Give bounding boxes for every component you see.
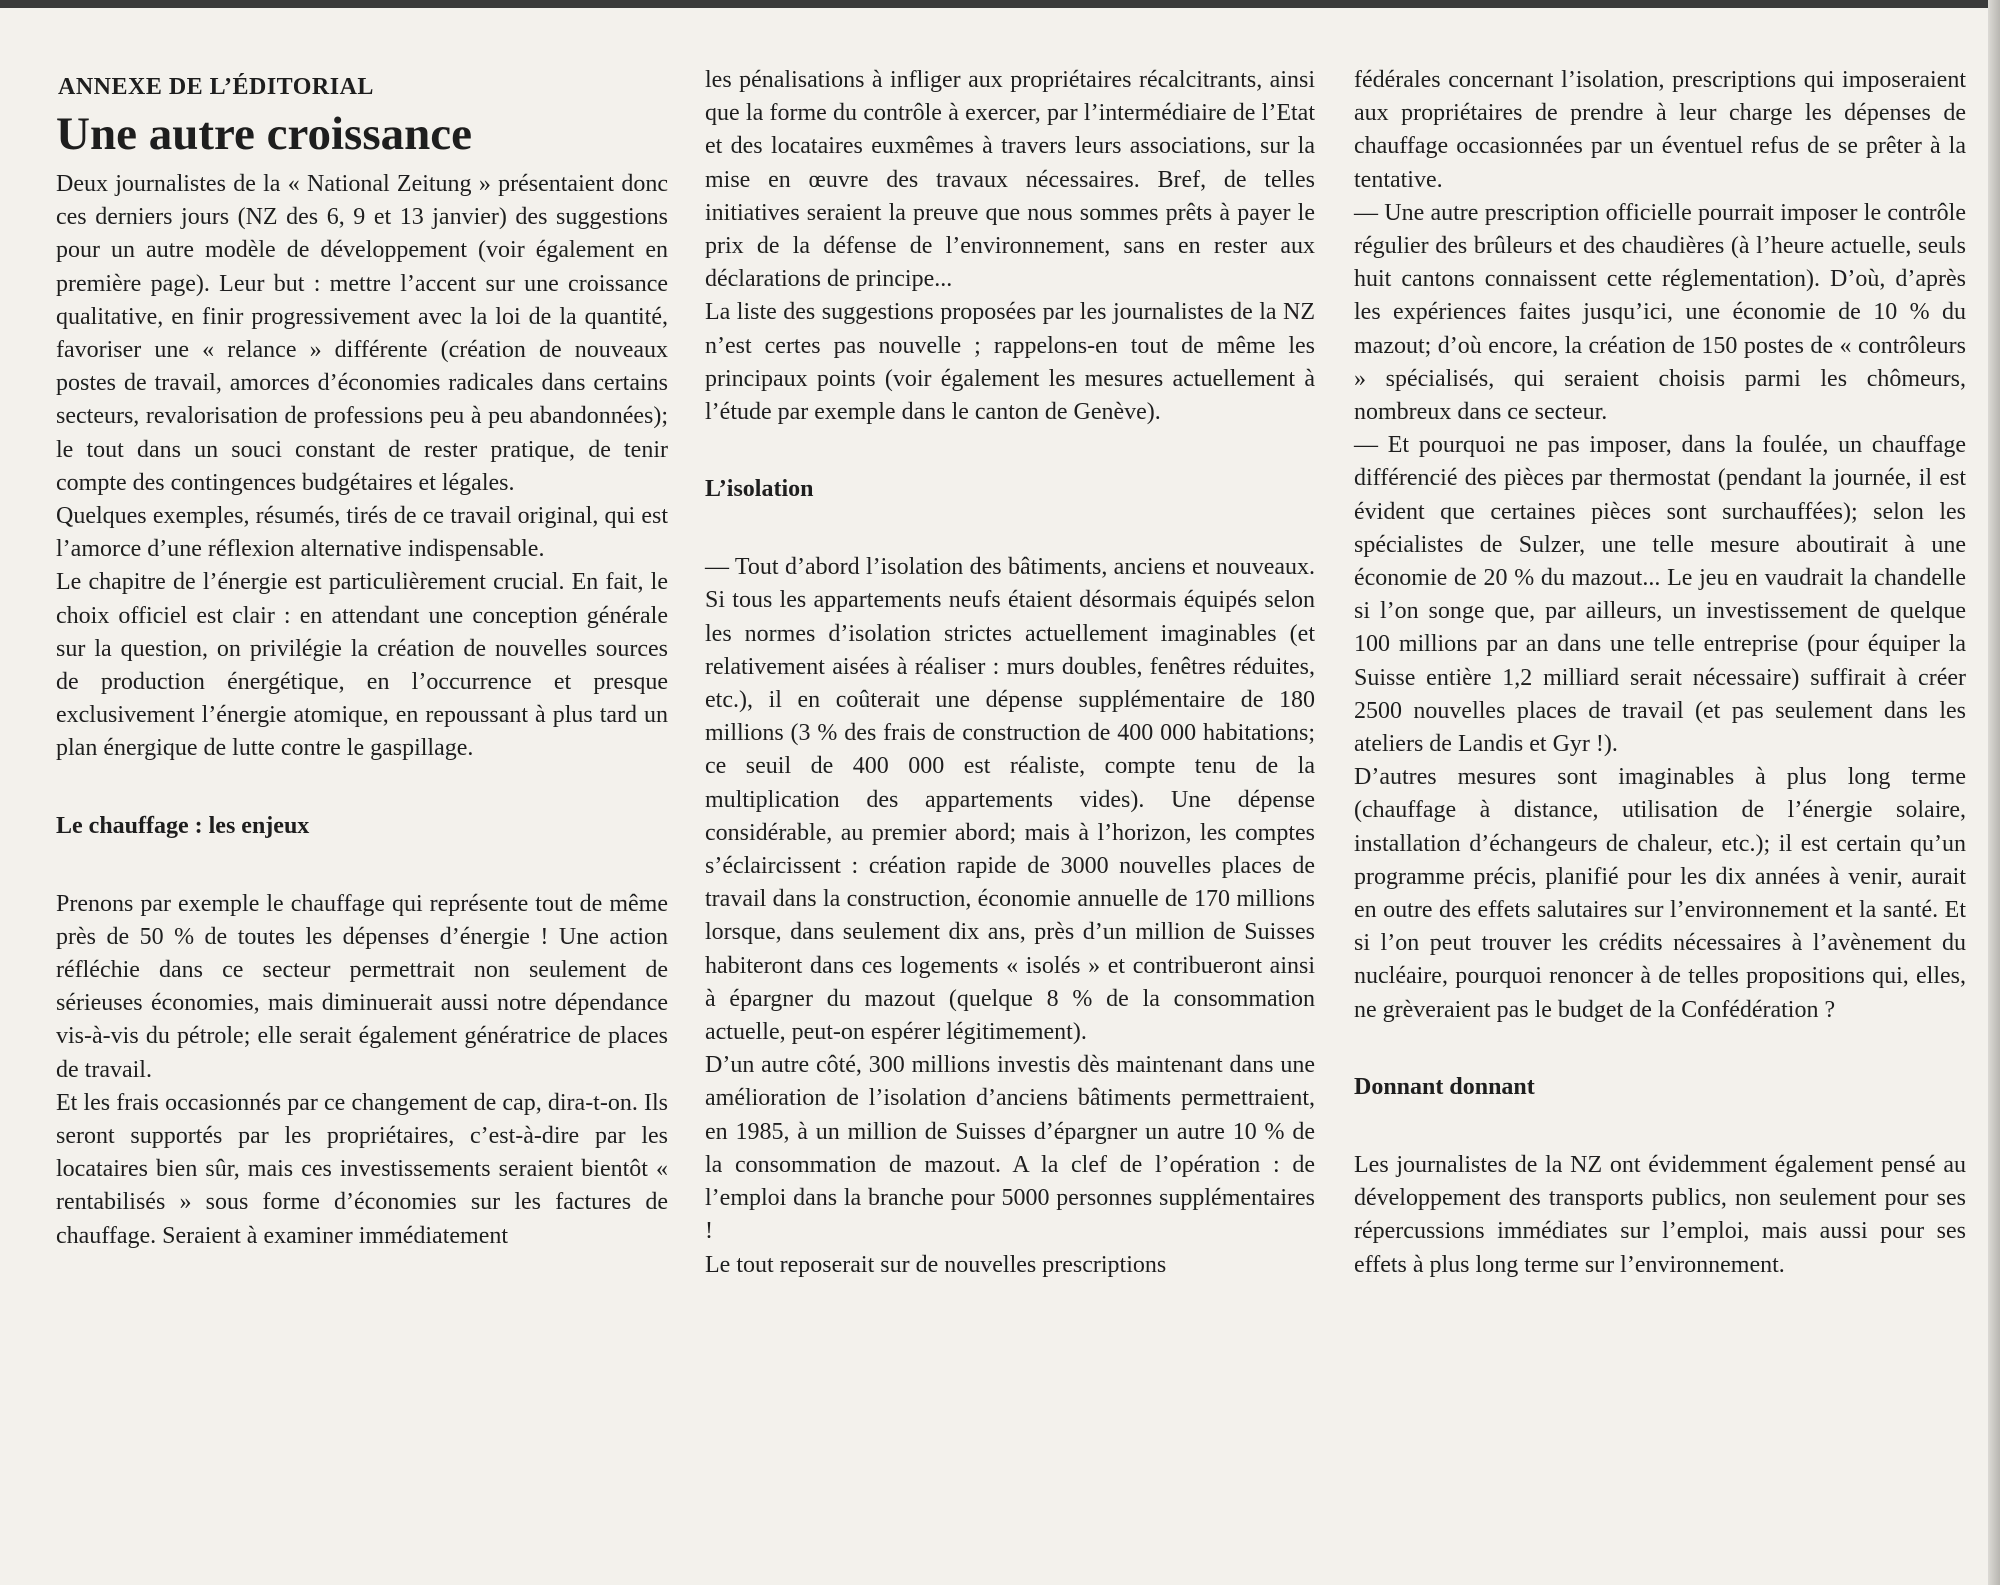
article-title: Une autre croissance (56, 108, 472, 160)
paragraph: — Tout d’abord l’isolation des bâtiments, anciens et nouveaux. Si tous les appartements neufs étaient désormais équipés selon les normes d’isolation strictes actuellement imaginables (et relativement aisées à réaliser : murs doubles, fenêtres réduites, etc.), il en coûterait une dépense supplémentaire de 180 millions (3 % des frais de construction de 400 000 habitations; ce seuil de 400 000 est réaliste, compte tenu de la multiplication des appartements vides). Une dépense considérable, au premier abord; mais à l’horizon, les comptes s’éclaircissent : création rapide de 3000 nouvelles places de travail dans la construction, économie annuelle de 170 millions lorsque, dans seulement dix ans, près d’un million de Suisses habiteront dans ces logements « isolés » et contribueront ainsi à épargner du mazout (quelque 8 % de la consommation actuelle, peut-on espérer légitimement). (705, 554, 1315, 1046)
paragraph: les pénalisations à infliger aux propriétaires récalcitrants, ainsi que la forme du contrôle à exercer, par l’intermédiaire de l’Etat et des locataires euxmêmes à travers leurs associations, sur la mise en œuvre des travaux nécessaires. Bref, de telles initiatives seraient la preuve que nous sommes prêts à payer le prix de la défense de l’environnement, sans en rester aux déclarations de principe... (705, 67, 1315, 293)
paragraph: Et les frais occasionnés par ce changement de cap, dira-t-on. Ils seront supportés par les propriétaires, c’est-à-dire par les locataires bien sûr, mais ces investissements seraient bientôt « rentabilisés » sous forme d’économies sur les factures de chauffage. Seraient à examiner immédiatement (56, 1089, 668, 1249)
paragraph: Prenons par exemple le chauffage qui représente tout de même près de 50 % de toutes les dépenses d’énergie ! Une action réfléchie dans ce secteur permettrait non seulement de sérieuses économies, mais diminuerait aussi notre dépendance vis-à-vis du pétrole; elle serait également génératrice de places de travail. (56, 890, 668, 1083)
article-column-3 (1354, 64, 1966, 1282)
paragraph: fédérales concernant l’isolation, prescriptions qui imposeraient aux propriétaires de prendre à leur charge les dépenses de chauffage occasionnées par un éventuel refus de se prêter à la tentative. (1354, 67, 1966, 193)
subheading-isolation: L’isolation (705, 476, 814, 503)
subheading-chauffage: Le chauffage : les enjeux (56, 812, 310, 839)
paragraph: D’un autre côté, 300 millions investis dès maintenant dans une amélioration de l’isolation d’anciens bâtiments permettraient, en 1985, à un million de Suisses d’épargner un autre 10 % de la consommation de mazout. A la clef de l’opération : de l’emploi dans la branche pour 5000 personnes supplémentaires ! (705, 1052, 1315, 1245)
page-top-border (0, 0, 2000, 8)
subheading-donnant: Donnant donnant (1354, 1073, 1535, 1100)
paragraph: Le tout reposerait sur de nouvelles prescriptions (705, 1251, 1167, 1278)
paragraph: Le chapitre de l’énergie est particulièrement crucial. En fait, le choix officiel est clair : en attendant une conception générale sur la question, on privilégie la création de nouvelles sources de production énergétique, en l’occurrence et presque exclusivement l’énergie atomique, en repoussant à plus tard un plan énergique de lutte contre le gaspillage. (56, 569, 668, 762)
paragraph: La liste des suggestions proposées par les journalistes de la NZ n’est certes pas nouvelle ; rappelons-en tout de même les principaux points (voir également les mesures actuellement à l’étude par exemple dans le canton de Genève). (705, 299, 1315, 426)
paragraph: Les journalistes de la NZ ont évidemment également pensé au développement des transports publics, non seulement pour ses répercussions immédiates sur l’emploi, mais aussi pour ses effets à plus long terme sur l’environnement. (1354, 1151, 1966, 1278)
paragraph: Quelques exemples, résumés, tirés de ce travail original, qui est l’amorce d’une réflexion alternative indispensable. (56, 503, 668, 563)
paragraph: — Et pourquoi ne pas imposer, dans la foulée, un chauffage différencié des pièces par thermostat (pendant la journée, il est évident que certaines pièces sont surchauffées); selon les spécialistes de Sulzer, une telle mesure aboutirait à une économie de 20 % du mazout... Le jeu en vaudrait la chandelle si l’on songe que, par ailleurs, un investissement de quelque 100 millions par an dans une telle entreprise (pour équiper la Suisse entière 1,2 milliard serait nécessaire) suffirait à créer 2500 nouvelles places de travail (et pas seulement dans les ateliers de Landis et Gyr !). (1354, 432, 1966, 758)
section-kicker: ANNEXE DE L’ÉDITORIAL (58, 74, 374, 100)
page-right-edge (1988, 0, 2000, 1585)
article-column-1 (56, 64, 668, 1253)
paragraph: Deux journalistes de la « National Zeitung » présentaient donc ces derniers jours (NZ des 6, 9 et 13 janvier) des suggestions pour un autre modèle de développement (voir également en première page). Leur but : mettre l’accent sur une croissance qualitative, en finir progressivement avec la loi de la quantité, favoriser une « relance » différente (création de nouveaux postes de travail, amorces d’économies radicales dans certains secteurs, revalorisation de professions peu à peu abandonnées); le tout dans un souci constant de rester pratique, de tenir compte des contingences budgétaires et légales. (56, 171, 668, 496)
article-column-2 (705, 64, 1315, 1282)
paragraph: D’autres mesures sont imaginables à plus long terme (chauffage à distance, utilisation de l’énergie solaire, installation d’échangeurs de chaleur, etc.); il est certain qu’un programme précis, planifié pour les dix années à venir, aurait en outre des effets salutaires sur l’environnement et la santé. Et si l’on peut trouver les crédits nécessaires à l’avènement du nucléaire, pourquoi renoncer à de telles propositions qui, elles, ne grèveraient pas le budget de la Confédération ? (1354, 764, 1966, 1023)
paragraph: — Une autre prescription officielle pourrait imposer le contrôle régulier des brûleurs et des chaudières (à l’heure actuelle, seuls huit cantons connaissent cette réglementation). D’où, d’après les expériences faites jusqu’ici, une économie de 10 % du mazout; d’où encore, la création de 150 postes de « contrôleurs » spécialisés, qui seraient choisis parmi les chômeurs, nombreux dans ce secteur. (1354, 199, 1966, 426)
